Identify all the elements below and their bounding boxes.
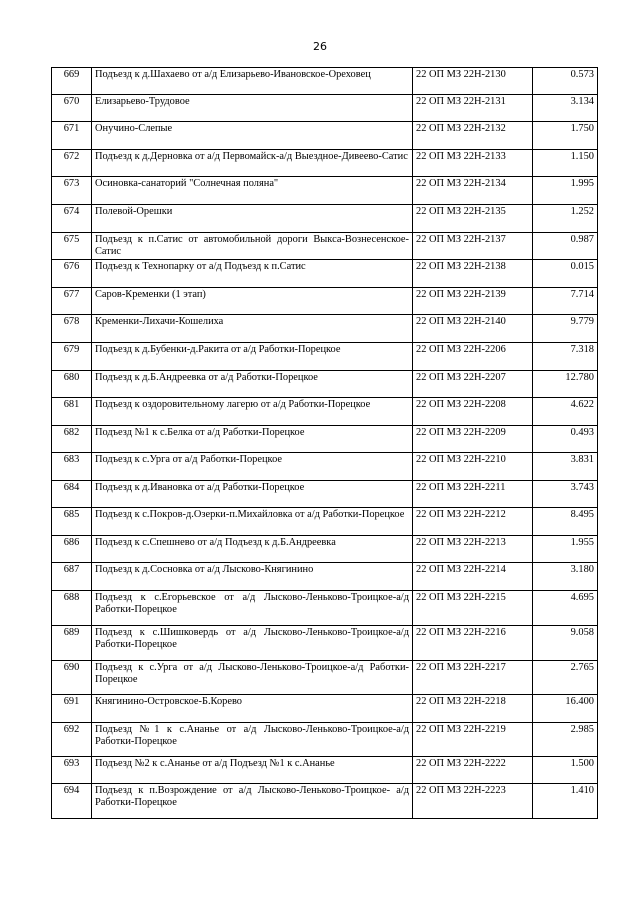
road-name: Подъезд к с.Шишковердь от а/д Лысково-Леньково-Троицкое-а/д Работки-Порецкое [92,626,413,661]
road-length: 1.750 [533,122,598,150]
row-number: 674 [52,205,92,233]
road-length: 12.780 [533,371,598,398]
road-code: 22 ОП МЗ 22Н-2134 [413,177,533,205]
road-code: 22 ОП МЗ 22Н-2218 [413,695,533,723]
row-number: 678 [52,315,92,343]
row-number: 688 [52,591,92,626]
road-name: Подъезд №2 к с.Ананье от а/д Подъезд №1 к с.Ананье [92,757,413,784]
table-row [52,757,598,784]
row-number: 681 [52,398,92,426]
row-number: 682 [52,426,92,453]
row-number: 671 [52,122,92,150]
road-code: 22 ОП МЗ 22Н-2217 [413,661,533,695]
road-name: Подъезд к д.Бубенки-д.Ракита от а/д Работки-Порецкое [92,343,413,371]
table-row [52,695,598,723]
table-row [52,453,598,481]
road-length: 1.252 [533,205,598,233]
table-row [52,723,598,757]
road-length: 3.134 [533,95,598,122]
road-length: 4.622 [533,398,598,426]
road-name: Подъезд к с.Спешнево от а/д Подъезд к д.Б.Андреевка [92,536,413,563]
row-number: 692 [52,723,92,757]
table-row [52,398,598,426]
roads-table [51,67,598,819]
road-length: 0.987 [533,233,598,260]
road-name: Подъезд к д.Шахаево от а/д Елизарьево-Ивановское-Ореховец [92,68,413,95]
road-name: Подъезд к с.Егорьевское от а/д Лысково-Леньково-Троицкое-а/д Работки-Порецкое [92,591,413,626]
road-code: 22 ОП МЗ 22Н-2223 [413,784,533,819]
table-row [52,371,598,398]
road-length: 3.831 [533,453,598,481]
road-code: 22 ОП МЗ 22Н-2206 [413,343,533,371]
row-number: 694 [52,784,92,819]
road-length: 0.493 [533,426,598,453]
road-length: 9.058 [533,626,598,661]
road-length: 3.180 [533,563,598,591]
road-name: Подъезд к с.Покров-д.Озерки-п.Михайловка от а/д Работки-Порецкое [92,508,413,536]
road-code: 22 ОП МЗ 22Н-2207 [413,371,533,398]
road-length: 9.779 [533,315,598,343]
road-code: 22 ОП МЗ 22Н-2132 [413,122,533,150]
road-code: 22 ОП МЗ 22Н-2210 [413,453,533,481]
row-number: 685 [52,508,92,536]
row-number: 677 [52,288,92,315]
road-length: 1.995 [533,177,598,205]
table-row [52,343,598,371]
road-length: 0.573 [533,68,598,95]
road-name: Подъезд к оздоровительному лагерю от а/д Работки-Порецкое [92,398,413,426]
road-code: 22 ОП МЗ 22Н-2219 [413,723,533,757]
road-name: Подъезд к п.Возрождение от а/д Лысково-Леньково-Троицкое- а/д Работки-Порецкое [92,784,413,819]
road-length: 4.695 [533,591,598,626]
road-code: 22 ОП МЗ 22Н-2213 [413,536,533,563]
road-name: Кременки-Лихачи-Кошелиха [92,315,413,343]
road-code: 22 ОП МЗ 22Н-2208 [413,398,533,426]
table-row [52,784,598,819]
road-length: 1.500 [533,757,598,784]
table-row [52,563,598,591]
row-number: 669 [52,68,92,95]
table-row [52,661,598,695]
road-code: 22 ОП МЗ 22Н-2137 [413,233,533,260]
table-row [52,68,598,95]
road-length: 16.400 [533,695,598,723]
road-name: Онучино-Слепые [92,122,413,150]
road-length: 7.714 [533,288,598,315]
table-row [52,177,598,205]
road-code: 22 ОП МЗ 22Н-2140 [413,315,533,343]
road-name: Подъезд к д.Дерновка от а/д Первомайск-а/д Выездное-Дивеево-Сатис [92,150,413,177]
road-code: 22 ОП МЗ 22Н-2216 [413,626,533,661]
table-row [52,150,598,177]
road-name: Подъезд к с.Урга от а/д Работки-Порецкое [92,453,413,481]
road-length: 2.985 [533,723,598,757]
road-code: 22 ОП МЗ 22Н-2130 [413,68,533,95]
table-row [52,288,598,315]
row-number: 680 [52,371,92,398]
road-length: 7.318 [533,343,598,371]
table-row [52,205,598,233]
road-name: Полевой-Орешки [92,205,413,233]
road-name: Подъезд к п.Сатис от автомобильной дороги Выкса-Вознесенское-Сатис [92,233,413,260]
road-length: 3.743 [533,481,598,508]
table-row [52,95,598,122]
row-number: 693 [52,757,92,784]
road-code: 22 ОП МЗ 22Н-2135 [413,205,533,233]
road-name: Елизарьево-Трудовое [92,95,413,122]
road-length: 8.495 [533,508,598,536]
row-number: 673 [52,177,92,205]
table-row [52,233,598,260]
page-number: 26 [313,40,327,53]
roads-table-body [52,68,598,819]
road-length: 1.955 [533,536,598,563]
row-number: 679 [52,343,92,371]
row-number: 690 [52,661,92,695]
road-name: Подъезд к д.Сосновка от а/д Лысково-Княгинино [92,563,413,591]
row-number: 675 [52,233,92,260]
road-code: 22 ОП МЗ 22Н-2212 [413,508,533,536]
road-name: Саров-Кременки (1 этап) [92,288,413,315]
road-code: 22 ОП МЗ 22Н-2215 [413,591,533,626]
road-code: 22 ОП МЗ 22Н-2214 [413,563,533,591]
road-code: 22 ОП МЗ 22Н-2133 [413,150,533,177]
table-row [52,122,598,150]
road-length: 0.015 [533,260,598,288]
row-number: 676 [52,260,92,288]
road-length: 1.410 [533,784,598,819]
road-length: 1.150 [533,150,598,177]
road-code: 22 ОП МЗ 22Н-2131 [413,95,533,122]
row-number: 686 [52,536,92,563]
road-code: 22 ОП МЗ 22Н-2209 [413,426,533,453]
table-row [52,626,598,661]
table-row [52,260,598,288]
row-number: 684 [52,481,92,508]
table-row [52,508,598,536]
road-name: Подъезд к д.Б.Андреевка от а/д Работки-Порецкое [92,371,413,398]
road-name: Княгинино-Островское-Б.Корево [92,695,413,723]
row-number: 691 [52,695,92,723]
road-code: 22 ОП МЗ 22Н-2222 [413,757,533,784]
row-number: 687 [52,563,92,591]
road-name: Подъезд №1 к с.Ананье от а/д Лысково-Леньково-Троицкое-а/д Работки-Порецкое [92,723,413,757]
road-name: Осиновка-санаторий "Солнечная поляна" [92,177,413,205]
table-row [52,315,598,343]
row-number: 689 [52,626,92,661]
row-number: 672 [52,150,92,177]
table-row [52,481,598,508]
road-code: 22 ОП МЗ 22Н-2139 [413,288,533,315]
road-length: 2.765 [533,661,598,695]
row-number: 683 [52,453,92,481]
road-code: 22 ОП МЗ 22Н-2211 [413,481,533,508]
row-number: 670 [52,95,92,122]
table-row [52,591,598,626]
road-name: Подъезд к с.Урга от а/д Лысково-Леньково-Троицкое-а/д Работки-Порецкое [92,661,413,695]
road-name: Подъезд №1 к с.Белка от а/д Работки-Порецкое [92,426,413,453]
road-name: Подъезд к Технопарку от а/д Подъезд к п.Сатис [92,260,413,288]
road-name: Подъезд к д.Ивановка от а/д Работки-Порецкое [92,481,413,508]
road-code: 22 ОП МЗ 22Н-2138 [413,260,533,288]
table-row [52,536,598,563]
table-row [52,426,598,453]
